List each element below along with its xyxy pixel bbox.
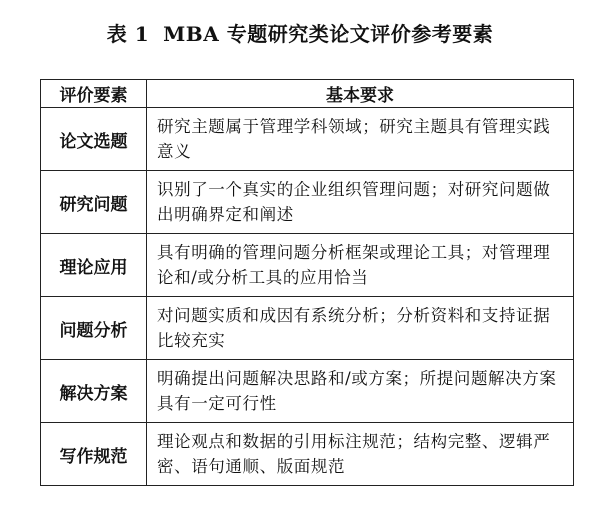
header-requirement: 基本要求 [147, 80, 574, 108]
criterion-cell: 论文选题 [41, 108, 147, 171]
criterion-cell: 解决方案 [41, 360, 147, 423]
table-row [41, 423, 574, 486]
requirement-cell: 研究主题属于管理学科领域；研究主题具有管理实践意义 [147, 108, 574, 171]
criterion-cell: 理论应用 [41, 234, 147, 297]
requirement-cell: 识别了一个真实的企业组织管理问题；对研究问题做出明确界定和阐述 [147, 171, 574, 234]
table-title: MBA 专题研究类论文评价参考要素 [163, 22, 494, 46]
header-criterion: 评价要素 [41, 80, 147, 108]
criterion-cell: 研究问题 [41, 171, 147, 234]
table-row [41, 360, 574, 423]
requirement-cell: 明确提出问题解决思路和/或方案；所提问题解决方案具有一定可行性 [147, 360, 574, 423]
table-row [41, 234, 574, 297]
header-row [41, 80, 574, 108]
table-row [41, 171, 574, 234]
evaluation-table [40, 79, 574, 486]
table-number: 表 1 [106, 22, 150, 46]
criterion-cell: 问题分析 [41, 297, 147, 360]
table-row [41, 297, 574, 360]
requirement-cell: 理论观点和数据的引用标注规范；结构完整、逻辑严密、语句通顺、版面规范 [147, 423, 574, 486]
requirement-cell: 对问题实质和成因有系统分析；分析资料和支持证据比较充实 [147, 297, 574, 360]
table-row [41, 108, 574, 171]
criterion-cell: 写作规范 [41, 423, 147, 486]
requirement-cell: 具有明确的管理问题分析框架或理论工具；对管理理论和/或分析工具的应用恰当 [147, 234, 574, 297]
table-caption [0, 18, 600, 47]
